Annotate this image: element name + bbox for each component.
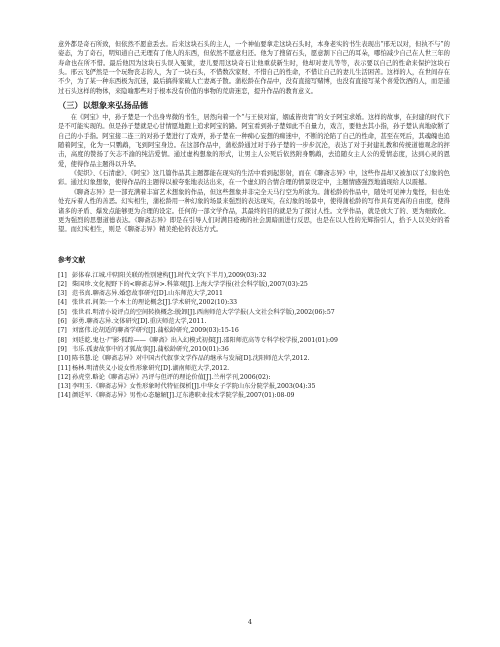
reference-text: 彭勇.聊斋志异.文体研究[D].重庆师范大学,2011. [72,318,207,326]
reference-item [58,308,450,317]
reference-number: [8] [58,336,67,344]
body-paragraph: 《促织》、《石清虚》、《阿宝》这几篇作品其主题都能在现实的生活中看到起影射，而在《聊斋志异》中，这些作品却又被加以了幻象的色彩。通过幻象想象，使得作品的主题得以被夸张地表达出来，在一个虚幻的合情合理的情景设定中，主题情感强烈地涌现给人以震撼。 [58,170,450,187]
references-list [58,271,450,401]
reference-number: [2] [58,280,67,288]
body-paragraph: 意外都是奇石所致，但依然不愿意丢去。后来这块石头的主人，一个神仙要拿走这块石头时，本身老实的书生表现出“邢无以对，但执不与”的姿态，为了奇石，明知道自己无理有了他人的东西，但依然不愿意归还。他为了搜留石头，愿意割下自己的耳朵，哪怕减少自己在人世三年的寿命也在所不惜。最后他因为这块石头误入冤狱，妻儿要用这块奇石让他重获新生时，他却对妻儿等等，表示要以自己的性命来保护这块石头。邢云飞俨然是一个玩物丧志的人，为了一块石头，不惜数次家财、不惜自己的性命，不惜让自己的妻儿生活困苦。这样的人，在世间存在不少，为了某一种东西极为沉迷，最后搞得家破人亡妻离子散。蒲松龄在作品中，没有直接写赌博，也没有直接写某个喜爱饮酒的人，而是通过石头这样的物体，来隐喻那些对于根本没有价值的事物的荒唐迷恋，提升作品的教育意义。 [58,41,450,95]
reference-item [58,289,450,298]
reference-number: [9] [58,345,67,353]
reference-item [58,326,450,335]
reference-number: [6] [58,318,67,326]
reference-number: [3] [58,290,67,298]
reference-item [58,382,450,391]
reference-number: [10] [58,355,71,363]
reference-text: 孙虎堂.略论《聊斋志异》冯评与但评的理论价值[J].兰州学刊,2006(02): [72,373,271,381]
reference-text: 范书真.聊斋志异.婚恋故事研究[D].山东师范大学,2011 [72,290,223,298]
reference-number: [14] [58,392,71,400]
reference-item [58,317,450,326]
reference-text: 杨林.明清侠义小说女性形象研究[D].湖南师范大学,2012. [72,364,230,372]
reference-number: [5] [58,308,67,316]
reference-item [58,271,450,280]
reference-text: 刘廷乾.鬼乜·尸影·狐踪——《聊斋》出入幻模式初探[J].邵阳师范高等专科学校学报,2001(01):09 [72,336,338,344]
reference-item [58,280,450,289]
reference-item [58,373,450,382]
page-number: 4 [247,618,253,626]
reference-text: 韦乐.孤妻故事中的才狐故事[J].蒲松龄研究,2010(01):36 [72,345,229,353]
reference-text: 张世君.间架:一个本土的理论概念[J].学术研究,2002(10):33 [72,299,238,307]
reference-number: [13] [58,383,71,391]
reference-number: [7] [58,327,67,335]
body-paragraph: 《聊斋志异》是一部充满着丰富艺术想象的作品，但这些想象并非完全天马行空为所欲为。蒲松龄的作品中，随处可见神力鬼怪，但也处处充斥着人性的善恶。幻实相生，蒲松龄用一种幻象的场景来强烈的表达现实，在幻象的场景中，使得蒲松龄的写作具有更高的自由度，使得诸多的矛盾、爆发点能够更为合理的设定。任何的一部文学作品，其最终的目的就是为了探讨人性。文学作品，就是放大了的、更为细致化、更为强烈的思想道德表达。《聊斋志异》即是在引导人们对满目疮痍的社会黑暗面进行反思，也是在以人性的光辉指引人，拾予人以美好的希望。而幻实相生，则是《聊斋志异》精美绝伦的表达方式。 [58,188,450,234]
body-paragraph: 在《阿宝》中，孙子楚是一个出身卑微的书生，居然向着一个“与王侯对富，姻戚皆贵胄”的女子阿宝求婚。这样的故事，在封建的时代下是不可能实现的。但是孙子楚就是心甘情愿地跑上追求阿宝的路。阿宝看到孙子楚如此不自量力，戏言，要他去其小指，孙子楚认真地砍断了自己的小手指。阿宝接二连三的对孙子楚进行了戏弄，孙子楚在一种痴心妄想的痴迷中，不断的沦陷了自己的性命，甚至在死后，其魂魄也追随着阿宝，化为一只鹦鹉，飞到阿宝身边。在这部作品中，蒲松龄通过对于孙子楚的一步步沉沦，表达了对于封建礼教和传统道德观念的抨击，高度的赞扬了矢志不渝的纯洁爱情。通过虚构想象的形式，让男主人公死后依然附身鹦鹉，去追随女主人公的爱情态度，达到心灵的恩爱，使得作品主题得以升华。 [58,114,450,168]
reference-text: 李明玉.《聊斋志异》女性形象时代特征探析[J].中华女子学院山东分院学报,2003(04):35 [72,383,316,391]
reference-number: [4] [58,299,67,307]
section-heading: （三）以想象来弘扬品德 [58,100,149,111]
reference-text: 刘富伟.论胡适的聊斋学研究[J].蒲松龄研究,2009(03):15-16 [72,327,239,335]
reference-number: [1] [58,271,67,279]
reference-item [58,391,450,400]
reference-text: 颜廷军.《聊斋志异》男性心态臆解[J].辽东港职业技术学院学报,2007(01):08-09 [72,392,295,400]
reference-item [58,345,450,354]
reference-text: 彭体春.江城.中阴阳关联的性别建构[J].时代文学(下半月),2009(03):32 [72,271,267,279]
reference-item [58,364,450,373]
reference-item [58,336,450,345]
references-heading: 参考文献 [58,255,86,264]
reference-item [58,354,450,363]
reference-number: [11] [58,364,71,372]
reference-text: 柴国珍.文化视野下的<聊斋志异>.科第观[J].上海大学学报(社会科学版),2007(03):25 [72,280,308,288]
reference-text: 张世君.明清小说评点的空间转换概念:脱卸[J].西南师范大学学报(人文社会科学版),2002(06):57 [72,308,335,316]
page-content [58,40,450,401]
reference-text: 陈书慧.论《聊斋志异》对中国古代叙事文学作品的继承与发展[D].沈阳师范大学,2012. [72,355,310,363]
reference-item [58,298,450,307]
reference-number: [12] [58,373,71,381]
